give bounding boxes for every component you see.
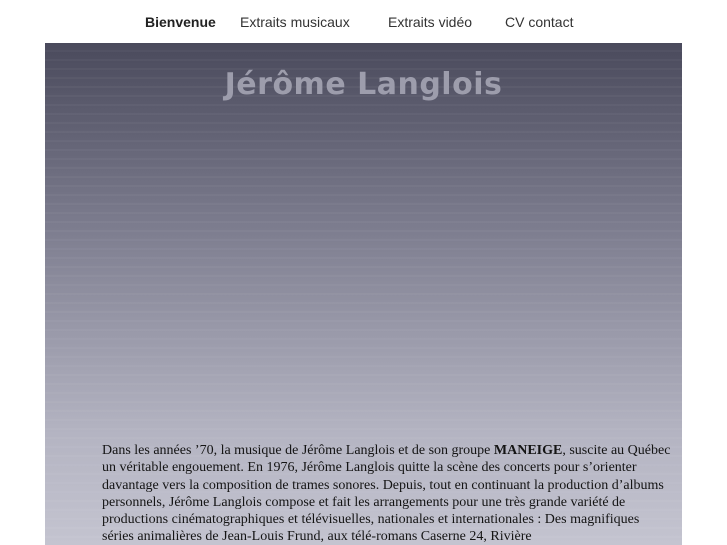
band-name: MANEIGE bbox=[493, 443, 563, 458]
top-navigation bbox=[0, 0, 727, 43]
site-title: Jérôme Langlois bbox=[224, 67, 503, 102]
intro-text-after: , suscite au Québec un véritable engouement. En 1976, Jérôme Langlois quitte la scène des concerts pour s’orienter davantage vers la composition de trames sonores. Depuis, tout en continuant la production d’albums personnels, Jérôme Langlois compose et fait les arrangements pour une très grande variété de productions cinématographiques et télévisuelles, nationales et internationales : Des magnifiques séries animalières de Jean-Louis Frund, aux télé-romans Caserne 24, Rivière bbox=[102, 443, 671, 545]
nav-item-extraits-video[interactable]: Extraits vidéo bbox=[388, 14, 473, 30]
intro-text-before: Dans les années ’70, la musique de Jérôme Langlois et de son groupe bbox=[102, 443, 494, 458]
nav-item-cv-contact[interactable]: CV contact bbox=[505, 14, 574, 30]
hero-banner bbox=[45, 43, 682, 545]
nav-item-bienvenue[interactable]: Bienvenue bbox=[145, 14, 216, 30]
intro-paragraph bbox=[102, 442, 672, 545]
nav-item-extraits-musicaux[interactable]: Extraits musicaux bbox=[240, 14, 350, 30]
